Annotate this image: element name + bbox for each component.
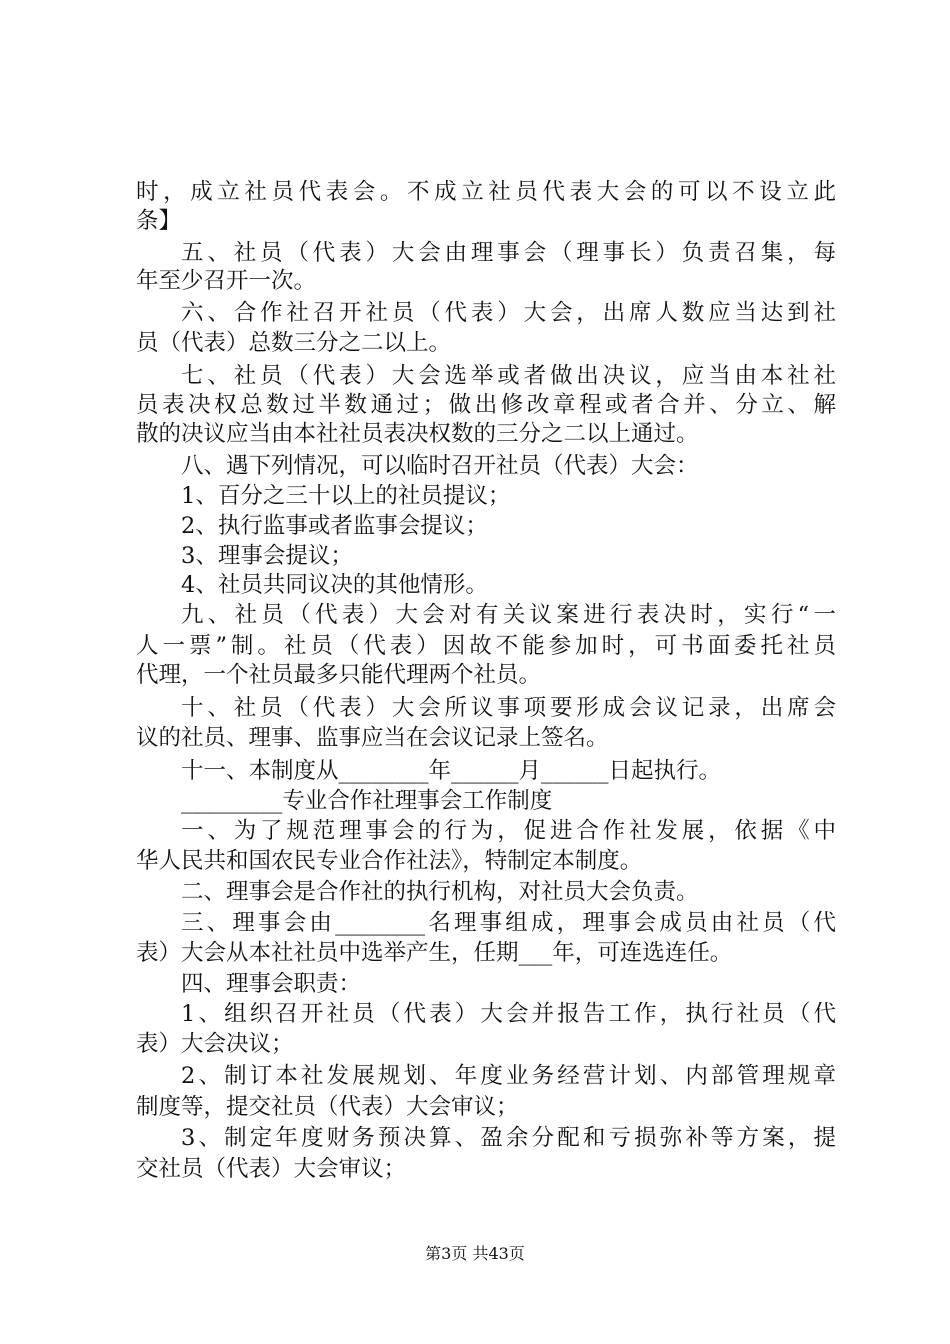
- text-line: 2、制订本社发展规划、年度业务经营计划、内部管理规章: [181, 1063, 836, 1089]
- text-line: 1、组织召开社员（代表）大会并报告工作，执行社员（代: [181, 1001, 836, 1027]
- text-line: 交社员（代表）大会审议；: [136, 1156, 407, 1182]
- text-line: 条】: [136, 208, 182, 234]
- text-line: 华人民共和国农民专业合作社法》，特制定本制度。: [136, 848, 643, 874]
- text-line: 表）大会从本社社员中选举产生，任期___年，可连选连任。: [136, 940, 733, 966]
- text-line: 七、社员（代表）大会选举或者做出决议，应当由本社社: [181, 363, 836, 389]
- text-line: 十一、本制度从________年______月______日起执行。: [181, 758, 722, 784]
- text-line: 1、百分之三十以上的社员提议；: [181, 483, 511, 509]
- text-line: 十、社员（代表）大会所议事项要形成会议记录，出席会: [181, 695, 836, 721]
- text-line: 散的决议应当由本社社员表决权数的三分之二以上通过。: [136, 421, 699, 447]
- text-line: 制度等，提交社员（代表）大会审议；: [136, 1094, 519, 1120]
- section-heading: _________专业合作社理事会工作制度: [181, 788, 553, 814]
- text-line: 代理，一个社员最多只能代理两个社员。: [136, 662, 542, 688]
- text-line: 3、制定年度财务预决算、盈余分配和亏损弥补等方案，提: [181, 1125, 836, 1151]
- text-line: 人一票”制。社员（代表）因故不能参加时，可书面委托社员: [136, 633, 836, 659]
- text-line: 员表决权总数过半数通过；做出修改章程或者合并、分立、解: [136, 392, 836, 418]
- text-line: 五、社员（代表）大会由理事会（理事长）负责召集，每: [181, 240, 836, 266]
- text-line: 六、合作社召开社员（代表）大会，出席人数应当达到社: [181, 300, 836, 326]
- text-line: 九、社员（代表）大会对有关议案进行表决时，实行“一: [181, 602, 836, 628]
- text-line: 年至少召开一次。: [136, 268, 317, 294]
- text-line: 三、理事会由________名理事组成，理事会成员由社员（代: [181, 910, 836, 936]
- text-line: 一、为了规范理事会的行为，促进合作社发展，依据《中: [181, 818, 836, 844]
- page-number: 第3页 共43页: [425, 1244, 525, 1263]
- text-line: 时，成立社员代表会。不成立社员代表大会的可以不设立此: [136, 179, 836, 205]
- text-line: 2、执行监事或者监事会提议；: [181, 513, 488, 539]
- text-line: 4、社员共同议决的其他情形。: [181, 572, 488, 598]
- text-line: 员（代表）总数三分之二以上。: [136, 330, 452, 356]
- text-line: 二、理事会是合作社的执行机构，对社员大会负责。: [181, 879, 699, 905]
- text-line: 八、遇下列情况，可以临时召开社员（代表）大会：: [181, 453, 699, 479]
- text-line: 议的社员、理事、监事应当在会议记录上签名。: [136, 725, 609, 751]
- text-line: 四、理事会职责：: [181, 971, 362, 997]
- text-line: 表）大会决议；: [136, 1031, 294, 1057]
- text-line: 3、理事会提议；: [181, 543, 353, 569]
